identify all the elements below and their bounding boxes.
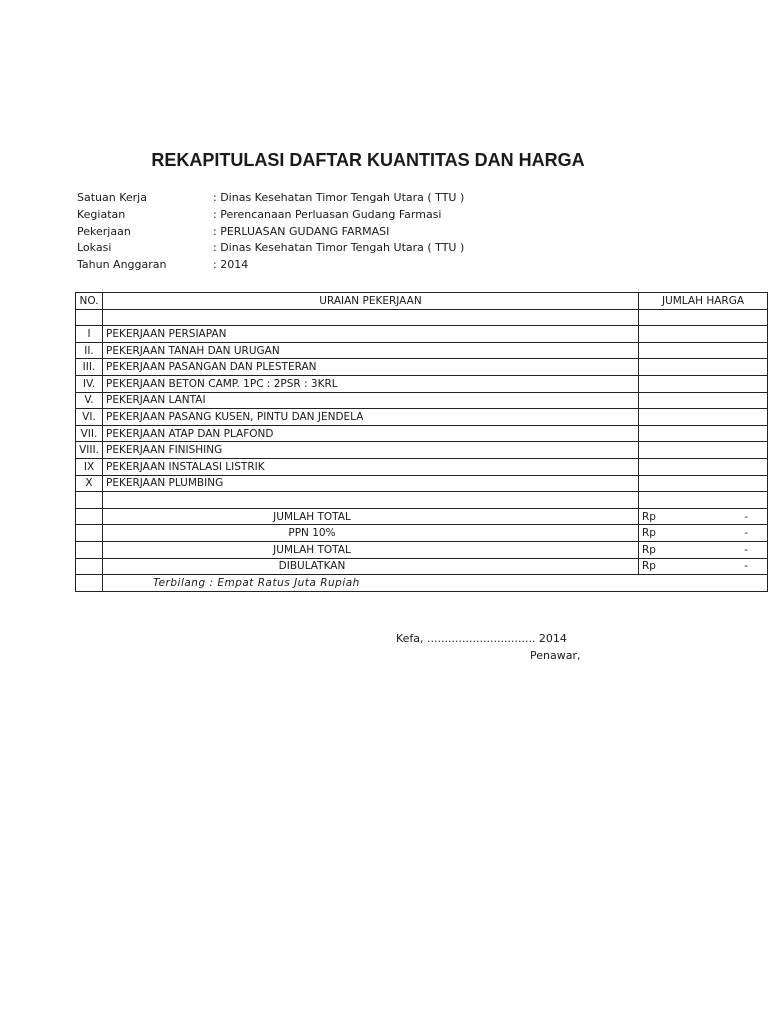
row-price (639, 409, 768, 426)
row-no: V. (76, 392, 103, 409)
terbilang-text: Terbilang : Empat Ratus Juta Rupiah (102, 575, 767, 592)
info-row-satuan-kerja (77, 190, 464, 207)
amount-value: - (744, 527, 748, 540)
info-row-pekerjaan (77, 224, 464, 241)
table-row-empty (76, 309, 768, 326)
info-value: : Perencanaan Perluasan Gudang Farmasi (213, 207, 442, 221)
row-price (639, 342, 768, 359)
currency-label: Rp (642, 527, 656, 540)
table-row (76, 409, 768, 426)
row-desc: PEKERJAAN PERSIAPAN (102, 326, 638, 343)
table-row (76, 359, 768, 376)
row-desc: PEKERJAAN LANTAI (102, 392, 638, 409)
row-no: IV. (76, 375, 103, 392)
row-no: VIII. (76, 442, 103, 459)
summary-row-jumlah-total-2 (76, 541, 768, 558)
info-label: Lokasi (77, 241, 112, 255)
info-label: Satuan Kerja (77, 191, 147, 204)
row-price (639, 425, 768, 442)
table-row (76, 442, 768, 459)
info-row-kegiatan (77, 207, 464, 224)
summary-row-ppn (76, 525, 768, 542)
row-no: I (76, 326, 103, 343)
amount-value: - (744, 560, 748, 573)
row-price (639, 326, 768, 343)
info-row-lokasi (77, 240, 464, 257)
info-value: : Dinas Kesehatan Timor Tengah Utara ( TTU ) (213, 191, 465, 204)
info-row-tahun-anggaran (77, 257, 464, 274)
table-row (76, 326, 768, 343)
summary-label: JUMLAH TOTAL (102, 508, 638, 525)
row-desc: PEKERJAAN TANAH DAN URUGAN (102, 342, 638, 359)
row-price (639, 359, 768, 376)
table-row (76, 458, 768, 475)
row-no: IX (76, 458, 103, 475)
header-no: NO. (76, 293, 103, 310)
row-price (639, 475, 768, 492)
amount-value: - (744, 510, 748, 523)
summary-label: JUMLAH TOTAL (102, 541, 638, 558)
summary-row-jumlah-total (76, 508, 768, 525)
info-label: Tahun Anggaran (77, 258, 167, 272)
table-row (76, 375, 768, 392)
amount-value: - (744, 543, 748, 556)
info-value: : Dinas Kesehatan Timor Tengah Utara ( TTU ) (213, 241, 465, 255)
summary-label: DIBULATKAN (102, 558, 638, 575)
row-no: III. (76, 359, 103, 376)
row-price (639, 458, 768, 475)
terbilang-row (76, 575, 768, 592)
currency-label: Rp (642, 510, 656, 523)
signature-block (396, 630, 580, 664)
summary-label: PPN 10% (102, 525, 638, 542)
row-price (639, 375, 768, 392)
info-value: : PERLUASAN GUDANG FARMASI (213, 224, 390, 238)
rekap-table (75, 292, 768, 592)
table-row (76, 425, 768, 442)
table-row (76, 392, 768, 409)
row-desc: PEKERJAAN BETON CAMP. 1PC : 2PSR : 3KRL (102, 375, 638, 392)
row-desc: PEKERJAAN PLUMBING (102, 475, 638, 492)
row-no: VII. (76, 425, 103, 442)
header-jumlah-harga: JUMLAH HARGA (639, 293, 768, 310)
row-desc: PEKERJAAN ATAP DAN PLAFOND (102, 425, 638, 442)
row-desc: PEKERJAAN PASANGAN DAN PLESTERAN (102, 359, 638, 376)
info-label: Kegiatan (77, 207, 126, 221)
header-uraian: URAIAN PEKERJAAN (102, 293, 638, 310)
place-date: Kefa, ............................... 2014 (396, 632, 567, 645)
row-desc: PEKERJAAN INSTALASI LISTRIK (102, 458, 638, 475)
table-row-empty (76, 492, 768, 509)
info-label: Pekerjaan (77, 224, 131, 238)
row-price (639, 442, 768, 459)
currency-label: Rp (642, 560, 656, 573)
summary-row-dibulatkan (76, 558, 768, 575)
project-info (77, 190, 464, 274)
row-no: VI. (76, 409, 103, 426)
signer-role: Penawar, (530, 649, 581, 662)
table-row (76, 342, 768, 359)
currency-label: Rp (642, 543, 656, 556)
row-price (639, 392, 768, 409)
row-no: X (76, 475, 103, 492)
row-no: II. (76, 342, 103, 359)
row-desc: PEKERJAAN FINISHING (102, 442, 638, 459)
table-row (76, 475, 768, 492)
row-desc: PEKERJAAN PASANG KUSEN, PINTU DAN JENDELA (102, 409, 638, 426)
table-header-row (76, 293, 768, 310)
document-title: REKAPITULASI DAFTAR KUANTITAS DAN HARGA (151, 150, 585, 170)
info-value: : 2014 (213, 258, 249, 272)
